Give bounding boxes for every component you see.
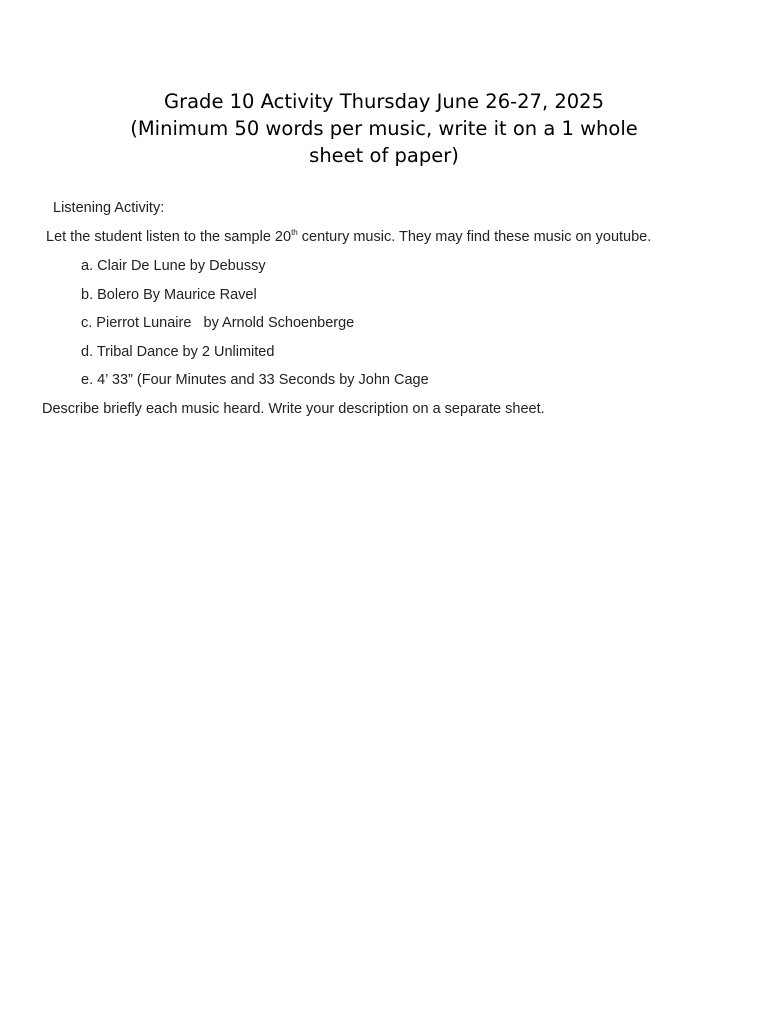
heading-line-1: Grade 10 Activity Thursday June 26-27, 2025 xyxy=(163,90,604,113)
section-label: Listening Activity: xyxy=(53,200,165,216)
music-list-item: b. Bolero By Maurice Ravel xyxy=(81,287,257,303)
heading-line-3: sheet of paper) xyxy=(309,144,459,167)
heading-line-2: (Minimum 50 words per music, write it on a 1 whole xyxy=(130,117,638,140)
music-list-item: d. Tribal Dance by 2 Unlimited xyxy=(81,344,275,360)
closing-instruction: Describe briefly each music heard. Write your description on a separate sheet. xyxy=(42,401,545,417)
instruction-text xyxy=(46,229,651,245)
music-list-item: c. Pierrot Lunaire by Arnold Schoenberge xyxy=(81,315,355,331)
activity-heading xyxy=(100,88,668,169)
music-list-item: e. 4’ 33” (Four Minutes and 33 Seconds by John Cage xyxy=(81,372,429,388)
instruction-text-end: century music. They may find these music on youtube. xyxy=(297,229,652,245)
ordinal-suffix: th xyxy=(291,228,298,238)
music-list-item: a. Clair De Lune by Debussy xyxy=(81,258,266,274)
instruction-text-start: Let the student listen to the sample 20 xyxy=(46,229,292,245)
